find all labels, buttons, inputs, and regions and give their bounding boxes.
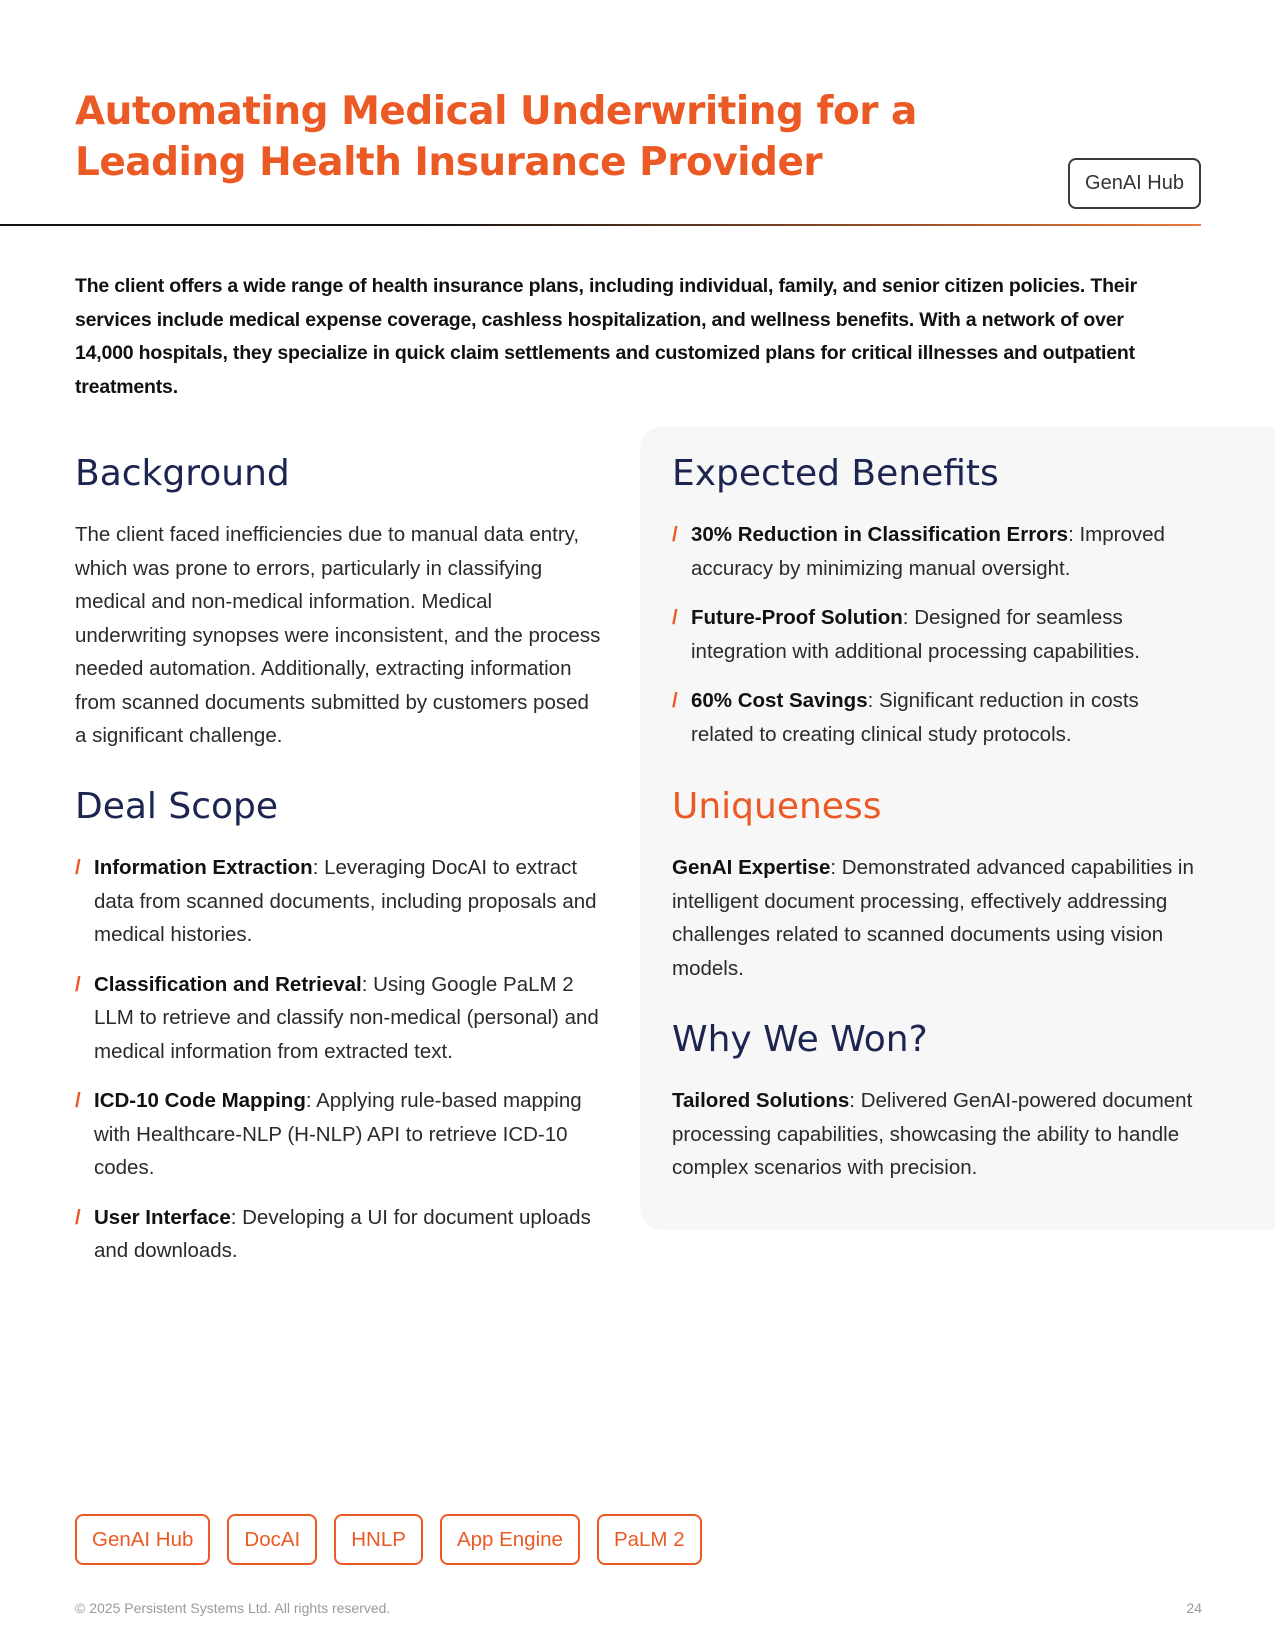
item-title: Classification and Retrieval bbox=[94, 972, 362, 996]
item-title: Future-Proof Solution bbox=[691, 606, 903, 629]
technology-tags bbox=[75, 1514, 702, 1565]
item-text: : Developing a UI for document uploads and downloads. bbox=[94, 1205, 591, 1262]
genai-hub-badge: GenAI Hub bbox=[1068, 158, 1201, 209]
benefits-list bbox=[672, 518, 1202, 767]
background-heading: Background bbox=[75, 453, 290, 494]
item-title: ICD-10 Code Mapping bbox=[94, 1089, 306, 1112]
slash-bullet-icon: / bbox=[75, 1089, 81, 1112]
item-title: 30% Reduction in Classification Errors bbox=[691, 523, 1069, 546]
slash-bullet-icon: / bbox=[75, 1205, 81, 1229]
uniqueness-body: : Demonstrated advanced capabilities in intelligent document processing, effectively addressing challenges related to scanned documents using vision models. bbox=[672, 856, 1194, 980]
page-number: 24 bbox=[1186, 1600, 1202, 1616]
item-text: : Designed for seamless integration with additional processing capabilities. bbox=[691, 606, 1140, 663]
tag-hnlp: HNLP bbox=[334, 1514, 423, 1565]
slash-bullet-icon: / bbox=[75, 856, 81, 879]
tag-app-engine: App Engine bbox=[440, 1514, 580, 1565]
page-title: Automating Medical Underwriting for a Leading Health Insurance Provider bbox=[75, 89, 917, 185]
deal-scope-heading: Deal Scope bbox=[75, 786, 279, 827]
background-text: The client faced inefficiencies due to manual data entry, which was prone to errors, particularly in classifying medical and non-medical information. Medical underwriting synopses were inconsistent, and the process needed automation. Additionally, extracting information from scanned documents submitted by customers posed a significant challenge. bbox=[75, 523, 601, 747]
tag-docai: DocAI bbox=[227, 1514, 317, 1565]
item-text: : Improved accuracy by minimizing manual oversight. bbox=[691, 523, 1165, 580]
item-text: : Using Google PaLM 2 LLM to retrieve and classify non-medical (personal) and medical information from extracted text. bbox=[94, 972, 599, 1063]
benefit-item bbox=[672, 684, 1202, 751]
slash-bullet-icon: / bbox=[75, 972, 81, 996]
deal-scope-item bbox=[75, 851, 605, 952]
item-text: : Leveraging DocAI to extract data from scanned documents, including proposals and medical histories. bbox=[94, 856, 597, 946]
uniqueness-heading: Uniqueness bbox=[672, 786, 882, 827]
tag-palm-2: PaLM 2 bbox=[597, 1514, 702, 1565]
slash-bullet-icon: / bbox=[672, 523, 678, 546]
why-won-body: : Delivered GenAI-powered document processing capabilities, showcasing the ability to handle complex scenarios with precision. bbox=[672, 1089, 1193, 1179]
item-title: Information Extraction bbox=[94, 856, 313, 879]
tag-genai-hub: GenAI Hub bbox=[75, 1514, 210, 1565]
item-text: : Applying rule-based mapping with Healthcare-NLP (H-NLP) API to retrieve ICD-10 codes. bbox=[94, 1089, 582, 1179]
deal-scope-item bbox=[75, 1084, 605, 1185]
item-text: : Significant reduction in costs related to creating clinical study protocols. bbox=[691, 689, 1139, 746]
uniqueness-text bbox=[672, 851, 1197, 985]
why-won-text bbox=[672, 1084, 1197, 1185]
benefits-heading: Expected Benefits bbox=[672, 453, 999, 494]
why-won-heading: Why We Won? bbox=[672, 1019, 928, 1060]
copyright-footer: © 2025 Persistent Systems Ltd. All rights reserved. bbox=[75, 1600, 391, 1616]
header-divider bbox=[0, 224, 1201, 226]
benefit-item bbox=[672, 518, 1202, 585]
deal-scope-item bbox=[75, 1201, 605, 1268]
benefit-item bbox=[672, 601, 1202, 668]
slash-bullet-icon: / bbox=[672, 689, 678, 712]
deal-scope-item bbox=[75, 968, 605, 1069]
deal-scope-list bbox=[75, 851, 605, 1284]
uniqueness-title: GenAI Expertise bbox=[672, 856, 831, 879]
intro-paragraph: The client offers a wide range of health insurance plans, including individual, family, and senior citizen policies. Their services include medical expense coverage, cashless hospitalization, and wellness benefits. With a network of over 14,000 hospitals, they specialize in quick claim settlements and customized plans for critical illnesses and outpatient treatments. bbox=[75, 275, 1138, 398]
item-title: 60% Cost Savings bbox=[691, 689, 868, 712]
item-title: User Interface bbox=[94, 1205, 231, 1229]
slash-bullet-icon: / bbox=[672, 606, 678, 629]
why-won-title: Tailored Solutions bbox=[672, 1089, 850, 1112]
